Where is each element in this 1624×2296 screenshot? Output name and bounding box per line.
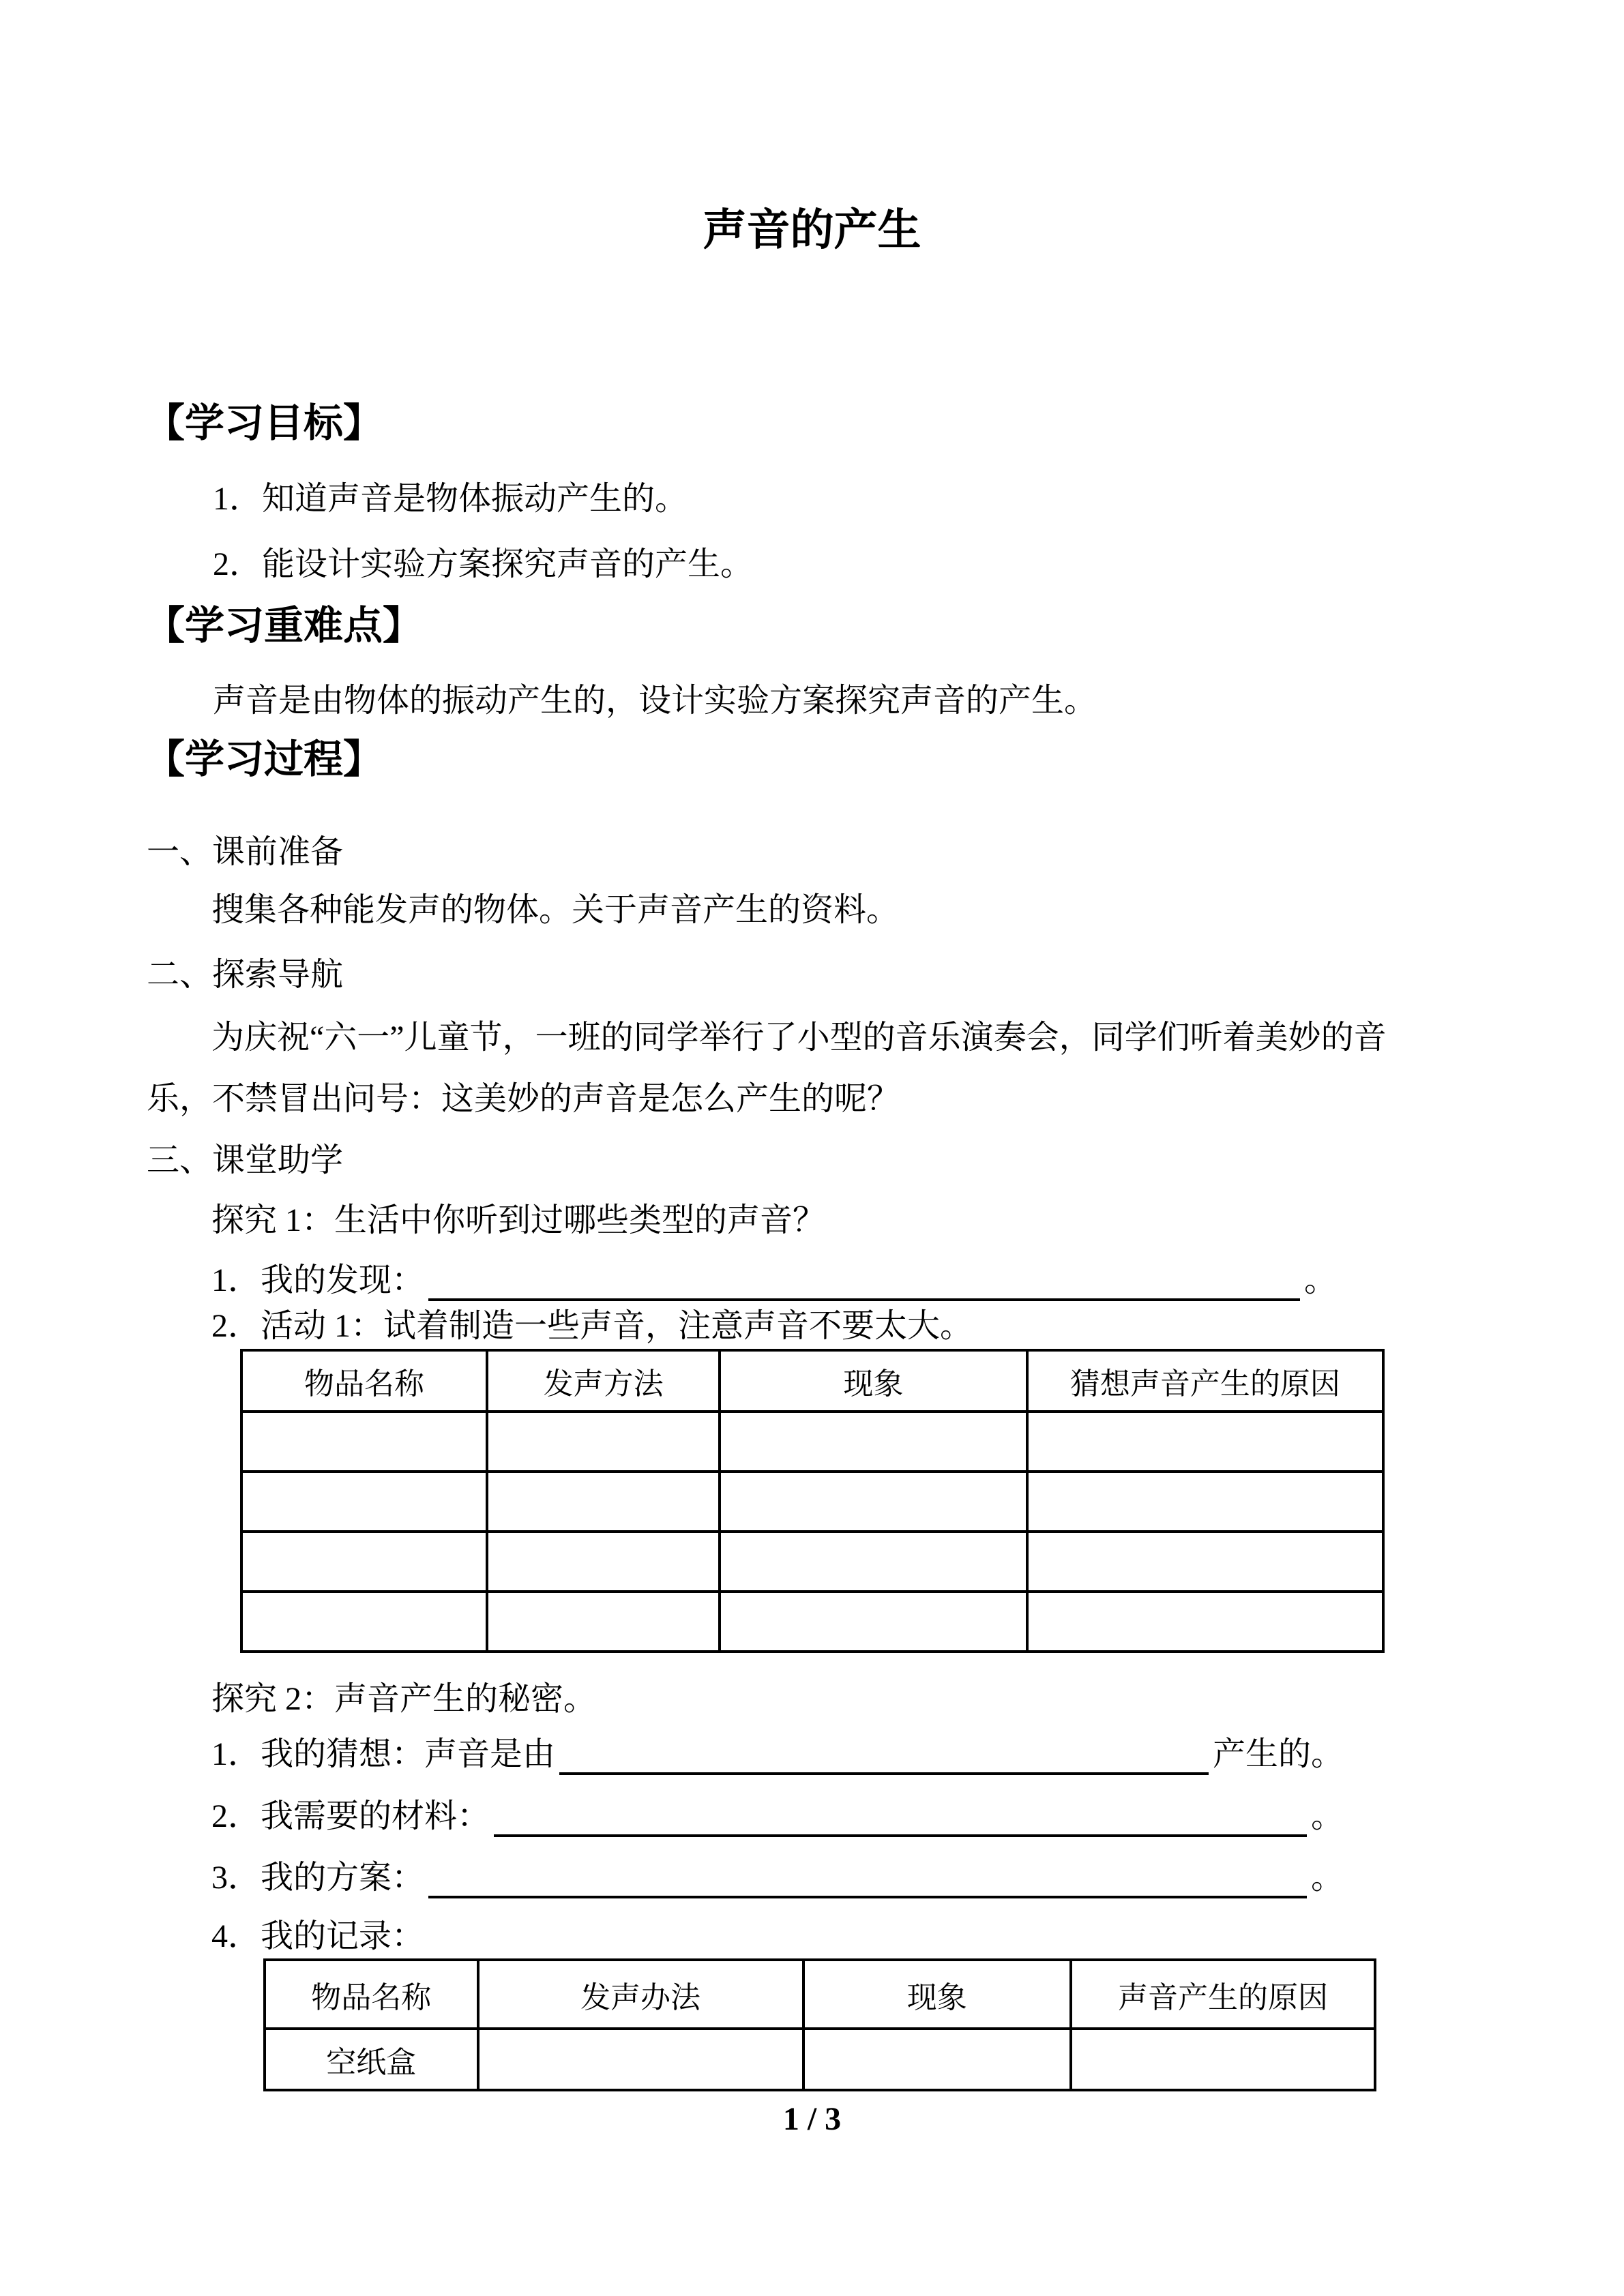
table-cell-empty[interactable] [241,1472,487,1532]
table-cell-empty[interactable] [1027,1592,1383,1652]
section-prep-text: 搜集各种能发声的物体。关于声音产生的资料。 [211,892,900,928]
table2-header-phenomenon: 现象 [803,1960,1071,2029]
finding-line [211,1260,1337,1301]
table-cell-empty[interactable] [1027,1532,1383,1592]
table-cell-empty[interactable] [487,1412,720,1472]
objectives-heading: 【学习目标】 [145,401,383,445]
table2-header-method: 发声办法 [478,1960,803,2029]
plan-suffix: 。 [1310,1860,1344,1896]
table-row [265,2029,1375,2090]
plan-line [211,1858,1344,1898]
table-row [241,1412,1383,1472]
table1-header-phenomenon: 现象 [720,1350,1027,1412]
section-explore-heading: 二、探索导航 [147,957,344,993]
section-prep-heading: 一、课前准备 [147,834,344,870]
inquiry2-heading: 探究 2：声音产生的秘密。 [211,1681,597,1717]
page-title: 声音的产生 [703,206,921,254]
table-row [241,1532,1383,1592]
table-row [241,1472,1383,1532]
table1-header-cause-guess: 猜想声音产生的原因 [1027,1350,1383,1412]
table-cell-empty[interactable] [1071,2029,1375,2090]
section-classroom-heading: 三、课堂助学 [147,1142,344,1178]
page-number: 1 / 3 [782,2101,842,2137]
table-cell-empty[interactable] [487,1532,720,1592]
table-cell-empty[interactable] [1027,1472,1383,1532]
materials-suffix: 。 [1310,1798,1344,1834]
finding-suffix: 。 [1303,1262,1337,1298]
guess-label: 1．我的猜想：声音是由 [211,1736,556,1772]
table-cell-empty[interactable] [241,1532,487,1592]
fill-in-blank-guess[interactable] [559,1737,1209,1775]
table-row [241,1592,1383,1652]
table1-header-item-name: 物品名称 [241,1350,487,1412]
table-cell-empty[interactable] [720,1532,1027,1592]
guess-line [211,1734,1344,1775]
section-explore-text-line1: 为庆祝“六一”儿童节，一班的同学举行了小型的音乐演奏会，同学们听着美妙的音 [211,1019,1387,1056]
record-label: 4．我的记录： [211,1918,425,1954]
table-cell-empty[interactable] [241,1592,487,1652]
table1-header-method: 发声方法 [487,1350,720,1412]
objectives-item-1: 1．知道声音是物体振动产生的。 [213,481,688,517]
table-cell-empty[interactable] [803,2029,1071,2090]
activity-record-table [240,1349,1385,1653]
my-record-table [263,1958,1376,2091]
table2-cell-item-name: 空纸盒 [265,2029,478,2090]
activity-label: 2．活动 1：试着制造一些声音，注意声音不要太大。 [211,1308,973,1344]
table-cell-empty[interactable] [1027,1412,1383,1472]
objectives-item-2: 2．能设计实验方案探究声音的产生。 [213,546,754,582]
fill-in-blank-plan[interactable] [428,1860,1307,1898]
table2-header-item-name: 物品名称 [265,1960,478,2029]
table2-header-cause: 声音产生的原因 [1071,1960,1375,2029]
finding-label: 1．我的发现： [211,1262,425,1298]
table-cell-empty[interactable] [241,1412,487,1472]
table-cell-empty[interactable] [720,1592,1027,1652]
table-cell-empty[interactable] [478,2029,803,2090]
table-cell-empty[interactable] [720,1472,1027,1532]
plan-label: 3．我的方案： [211,1860,425,1896]
fill-in-blank-finding[interactable] [428,1263,1300,1301]
fill-in-blank-materials[interactable] [494,1799,1307,1837]
table-cell-empty[interactable] [720,1412,1027,1472]
materials-line [211,1796,1344,1837]
key-points-text: 声音是由物体的振动产生的，设计实验方案探究声音的产生。 [213,683,1097,719]
key-points-heading: 【学习重难点】 [145,603,423,648]
inquiry1-heading: 探究 1：生活中你听到过哪些类型的声音？ [211,1202,826,1238]
table-cell-empty[interactable] [487,1472,720,1532]
materials-label: 2．我需要的材料： [211,1798,490,1834]
table-cell-empty[interactable] [487,1592,720,1652]
section-explore-text-line2: 乐，不禁冒出问号：这美妙的声音是怎么产生的呢？ [147,1081,900,1117]
guess-suffix: 产生的。 [1212,1736,1344,1772]
process-heading: 【学习过程】 [145,737,383,781]
